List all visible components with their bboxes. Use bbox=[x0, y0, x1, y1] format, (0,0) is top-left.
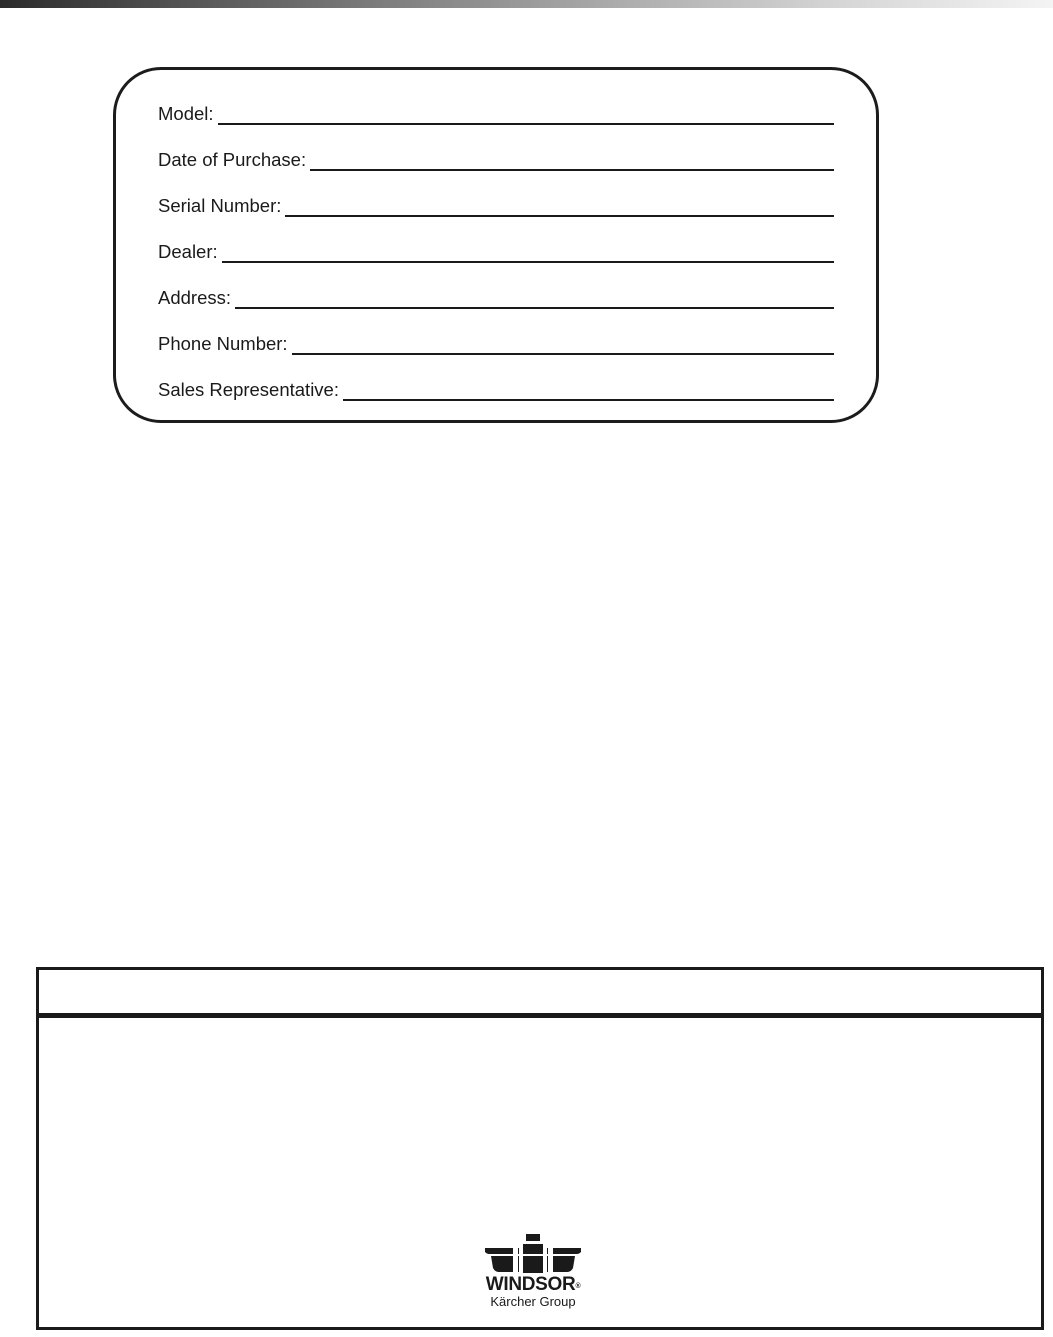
field-row-serial-number bbox=[158, 192, 834, 218]
field-label-phone-number: Phone Number: bbox=[158, 333, 288, 354]
field-label-serial-number: Serial Number: bbox=[158, 195, 282, 216]
field-row-model bbox=[158, 100, 834, 126]
field-line-model[interactable] bbox=[218, 123, 834, 125]
owner-record-card bbox=[113, 67, 879, 423]
field-label-date-of-purchase: Date of Purchase: bbox=[158, 149, 307, 170]
field-line-sales-representative[interactable] bbox=[343, 399, 834, 401]
field-label-sales-representative: Sales Representative: bbox=[158, 379, 339, 400]
field-row-phone-number bbox=[158, 330, 834, 356]
notice-box bbox=[36, 967, 1044, 1330]
field-line-phone-number[interactable] bbox=[292, 353, 834, 355]
field-line-dealer[interactable] bbox=[222, 261, 834, 263]
field-line-serial-number[interactable] bbox=[285, 215, 834, 217]
field-line-date-of-purchase[interactable] bbox=[310, 169, 834, 171]
field-line-address[interactable] bbox=[235, 307, 834, 309]
logo-wordmark: WINDSOR® bbox=[485, 1274, 581, 1295]
field-label-dealer: Dealer: bbox=[158, 241, 218, 262]
field-row-address bbox=[158, 284, 834, 310]
logo-subtitle: Kärcher Group bbox=[490, 1294, 576, 1309]
windsor-logo-mark-icon bbox=[483, 1232, 583, 1274]
field-row-dealer bbox=[158, 238, 834, 264]
notice-box-header bbox=[39, 970, 1041, 1018]
windsor-logo bbox=[480, 1232, 586, 1316]
field-label-model: Model: bbox=[158, 103, 214, 124]
header-gradient-bar bbox=[0, 0, 1053, 8]
field-label-address: Address: bbox=[158, 287, 232, 308]
field-row-sales-representative bbox=[158, 376, 834, 402]
field-row-date-of-purchase bbox=[158, 146, 834, 172]
